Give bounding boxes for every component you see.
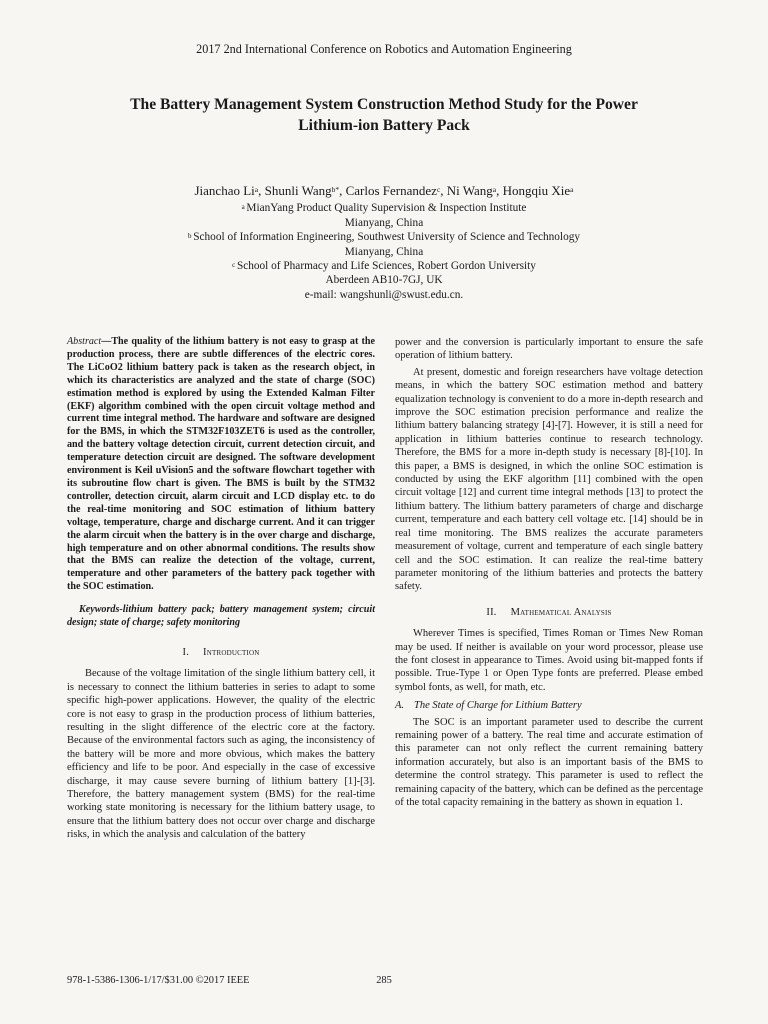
author-name: Hongqiu Xie (502, 183, 571, 198)
subsection-title: The State of Charge for Lithium Battery (414, 700, 582, 712)
author-separator: , (496, 183, 503, 198)
subsection-heading-soc (395, 699, 703, 712)
author-list (0, 184, 768, 198)
author-separator: , (440, 183, 447, 198)
soc-paragraph: The SOC is an important parameter used to describe the current remaining power of a battery. The real time and accurate estimation of this parameter can not only reflect the current remaining battery information accurately, but also is an important basis of the BMS to determine the control strategy. This parameter is used to reflect the remaining capacity of the battery, which can be defined as the percentage of the total capacity remaining in the battery as shown in equation 1. (395, 716, 703, 808)
author-name: Ni Wang (446, 183, 493, 198)
affiliation-line (0, 201, 768, 215)
affiliation-line (0, 259, 768, 273)
section-number: II. (486, 606, 497, 618)
author-separator: , (258, 183, 265, 198)
author-separator: , (339, 183, 346, 198)
abstract-body: —The quality of the lithium battery is not easy to grasp at the production process, there are subtle differences of the electric cores. The LiCoO2 lithium battery pack is taken as the research object, in which its characteristics are analyzed and the state of charge (SOC) estimation method is explored by using the Extended Kalman Filter (EKF) algorithm combined with the open circuit voltage method and current time integral method. The hardware and software are designed for the BMS, in which the STM32F103ZET6 is used as the controller, and the battery voltage detection circuit, current detection circuit, and temperature detection circuit are designed. The software development environment is Keil uVision5 and the software flowchart together with its subroutine flow chart is given. The BMS is built by the STM32 controller, detection circuit, alarm circuit and LCD display etc. to do the real-time monitoring and SOC estimation of lithium battery voltage, temperature, charge and discharge current. And it can trigger the alarm circuit when the battery is in the over charge and discharge, high temperature and on other abnormal conditions. The results show that the BMS can realize the detection of the voltage, current, temperature and other parameters of the battery pack together with the SOC estimation. (67, 336, 375, 593)
intro-paragraph-continued: power and the conversion is particularly important to ensure the safe operation of lithium battery. (395, 337, 703, 362)
abstract-label: Abstract (67, 336, 102, 347)
affiliation-line (0, 230, 768, 244)
page-number: 285 (376, 975, 392, 986)
footer-isbn: 978-1-5386-1306-1/17/$31.00 ©2017 IEEE (67, 975, 250, 986)
affiliation-mark: a (241, 203, 247, 212)
section-heading-introduction (67, 646, 375, 659)
affiliation-text: Mianyang, China (344, 245, 424, 258)
affiliation-text: Mianyang, China (344, 216, 424, 229)
keywords: Keywords-lithium battery pack; battery management system; circuit design; state of charge; safety monitoring (67, 604, 375, 629)
section-heading-math (395, 606, 703, 619)
author-name: Shunli Wang (264, 183, 332, 198)
intro-paragraph-2: At present, domestic and foreign researchers have voltage detection means, in which the battery SOC estimation method and battery equalization technology is convenient to do a more in-depth research and improve the SOC estimation precision performance and realize the lithium battery balancing strategy [4]-[7]. However, it is still a need for application in lithium batteries continue to research technology. Therefore, the BMS for a more in-depth study is necessary [8]-[10]. In this paper, a BMS is designed, in which the online SOC estimation is conducted by using the EKF algorithm [11] combined with the open circuit voltage [12] and current time integral methods [13] to protect the lithium battery. The lithium battery parameters of charge and discharge current, temperature and each battery cell voltage etc. [14] should be in real time monitoring. The BMS realizes the accurate parameters measurement of voltage, current and temperature of each single battery cell and the SOC estimation. It can realize the real-time battery parameter monitoring of the lithium batteries and protects the battery safety. (395, 366, 703, 593)
math-paragraph: Wherever Times is specified, Times Roman or Times New Roman may be used. If neither is available on your word processor, please use the font closest in appearance to Times. Avoid using bit-mapped fonts if possible. True-Type 1 or Open Type fonts are preferred. Please embed symbol fonts, as well, for math, etc. (395, 628, 703, 693)
section-number: I. (182, 646, 190, 658)
affiliation-mark: b (187, 232, 194, 241)
title-line-1: The Battery Management System Construction Method Study for the Power (130, 96, 638, 113)
title-line-2: Lithium-ion Battery Pack (298, 117, 470, 134)
paper-title (70, 94, 698, 136)
abstract (67, 336, 375, 594)
section-title: Introduction (203, 646, 260, 658)
affiliation-mark: c (436, 185, 441, 194)
affiliation-line (0, 273, 768, 287)
affiliation-line (0, 216, 768, 230)
author-name: Jianchao Li (194, 183, 255, 198)
subsection-number: A. (395, 700, 405, 712)
affiliation-text: Aberdeen AB10-7GJ, UK (325, 274, 443, 287)
affiliation-mark: a (492, 185, 497, 194)
affiliation-mark: c (232, 261, 237, 270)
section-title: Mathematical Analysis (510, 606, 612, 618)
right-column (395, 336, 703, 809)
affiliation-line (0, 288, 768, 302)
affiliation-mark: a (570, 185, 574, 194)
left-column (67, 336, 375, 842)
affiliation-text: e-mail: wangshunli@swust.edu.cn. (304, 288, 464, 301)
affiliation-text: MianYang Product Quality Supervision & Inspection Institute (246, 202, 527, 215)
conference-header: 2017 2nd International Conference on Robotics and Automation Engineering (196, 42, 572, 56)
author-block (0, 184, 768, 302)
affiliation-mark: b* (331, 185, 340, 194)
affiliation-mark: a (254, 185, 259, 194)
affiliation-text: School of Pharmacy and Life Sciences, Robert Gordon University (236, 260, 536, 273)
affiliation-line (0, 245, 768, 259)
affiliation-text: School of Information Engineering, Southwest University of Science and Technology (193, 231, 581, 244)
intro-paragraph: Because of the voltage limitation of the single lithium battery cell, it is necessary to connect the lithium batteries in series to adapt to some specific high-power applications. However, the quality of the electric core is not easy to grasp in the production process of lithium batteries, resulting in the slight difference of the electric core at the factory. Because of the environmental factors such as aging, the inconsistency of the battery will be more and more obvious, which makes the battery efficiency and life to be poor. And especially in the case of excessive discharge, it may cause severe burning of lithium battery [1]-[3]. Therefore, the battery management system (BMS) for the real-time working state monitoring is necessary for the lithium battery usage, to ensure that the lithium battery does not occur over charge and discharge risks, in which the analysis and calculation of the battery (67, 668, 375, 841)
affiliation-list (0, 201, 768, 302)
author-name: Carlos Fernandez (345, 183, 437, 198)
